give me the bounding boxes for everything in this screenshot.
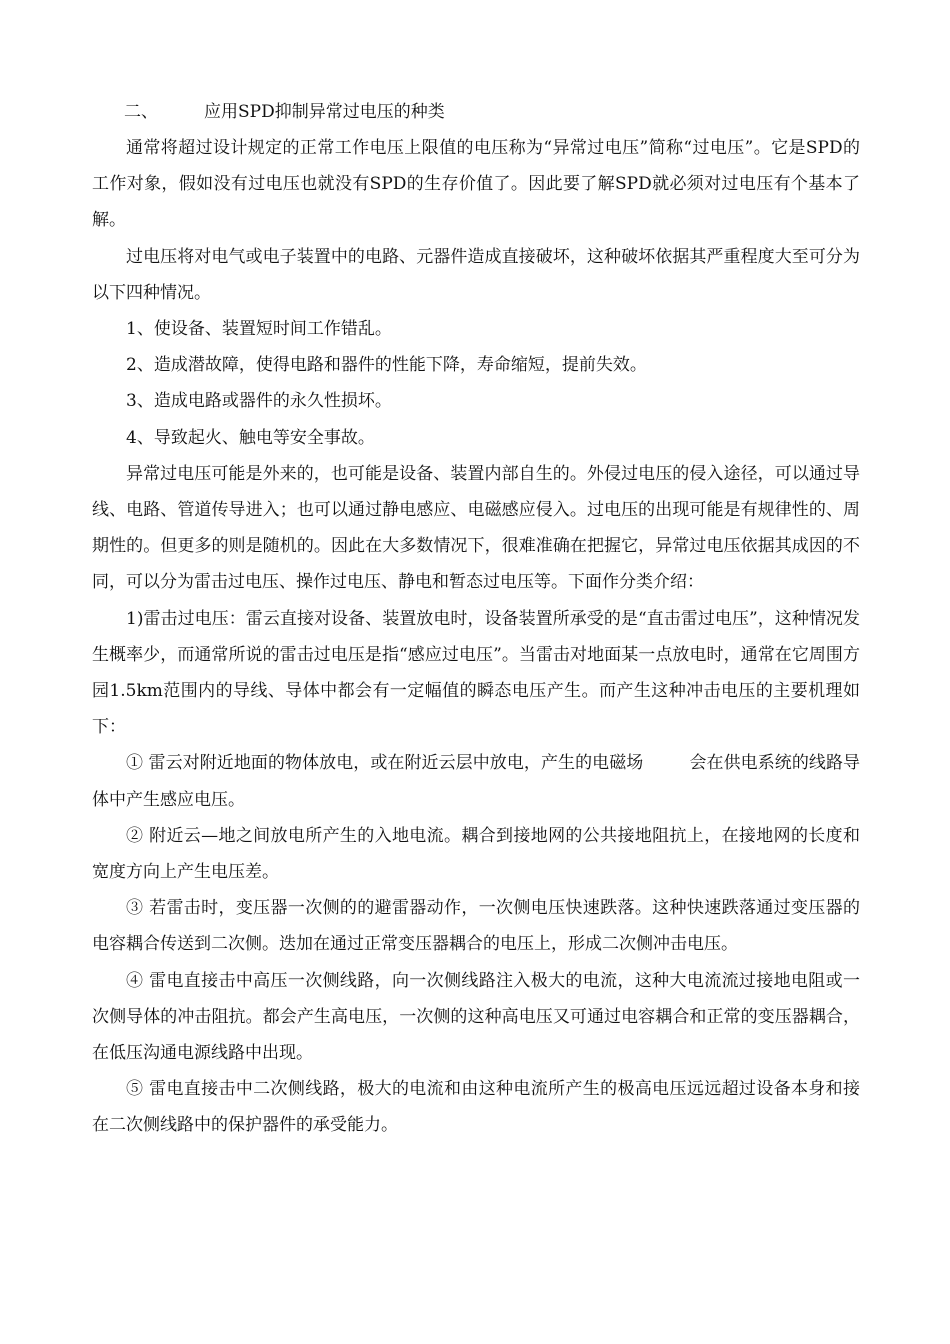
paragraph-lightning: 1)雷击过电压：雷云直接对设备、装置放电时，设备装置所承受的是“直击雷过电压”，这种情况发生概率少，而通常所说的雷击过电压是指“感应过电压”。当雷击对地面某一点放电时，通常在它周围方园1.5km范围内的导线、导体中都会有一定幅值的瞬态电压产生。而产生这种冲击电压的主要机理如下： <box>92 608 860 738</box>
list-item-damage-2: 2、造成潜故障，使得电路和器件的性能下降，寿命缩短，提前失效。 <box>126 355 647 376</box>
section-title: 应用SPD抑制异常过电压的种类 <box>204 102 445 122</box>
mechanism-item-1-part-1: ① 雷云对附近地面的物体放电，或在附近云层中放电，产生的电磁场 <box>126 753 644 774</box>
section-number: 二、 <box>124 102 158 122</box>
mechanism-item-3: ③ 若雷击时，变压器一次侧的的避雷器动作，一次侧电压快速跌落。这种快速跌落通过变压器的电容耦合传送到二次侧。迭加在通过正常变压器耦合的电压上，形成二次侧冲击电压。 <box>92 898 860 955</box>
paragraph-damage-intro: 过电压将对电气或电子装置中的电路、元器件造成直接破坏，这种破坏依据其严重程度大至可分为以下四种情况。 <box>92 246 860 303</box>
paragraph-sources: 异常过电压可能是外来的，也可能是设备、装置内部自生的。外侵过电压的侵入途径，可以通过导线、电路、管道传导进入；也可以通过静电感应、电磁感应侵入。过电压的出现可能是有规律性的、周期性的。但更多的则是随机的。因此在大多数情况下，很难准确在把握它，异常过电压依据其成因的不同，可以分为雷击过电压、操作过电压、静电和暂态过电压等。下面作分类介绍： <box>92 463 860 593</box>
paragraph-definition: 通常将超过设计规定的正常工作电压上限值的电压称为“异常过电压”简称“过电压”。它是SPD的工作对象，假如没有过电压也就没有SPD的生存价值了。因此要了解SPD就必须对过电压有个基本了解。 <box>92 138 860 231</box>
section-heading <box>92 94 860 130</box>
mechanism-item-4: ④ 雷电直接击中高压一次侧线路，向一次侧线路注入极大的电流，这种大电流流过接地电阻或一次侧导体的冲击阻抗。都会产生高电压，一次侧的这种高电压又可通过电容耦合和正常的变压器耦合，在低压沟通电源线路中出现。 <box>92 970 860 1064</box>
mechanism-item-1 <box>92 745 860 817</box>
list-item-damage-4: 4、导致起火、触电等安全事故。 <box>126 427 375 448</box>
mechanism-item-2: ② 附近云—地之间放电所产生的入地电流。耦合到接地网的公共接地阻抗上，在接地网的长度和宽度方向上产生电压差。 <box>92 825 860 883</box>
document-body <box>92 94 860 1144</box>
mechanism-item-5: ⑤ 雷电直接击中二次侧线路，极大的电流和由这种电流所产生的极高电压远远超过设备本身和接在二次侧线路中的保护器件的承受能力。 <box>92 1079 860 1136</box>
list-item-damage-3: 3、造成电路或器件的永久性损坏。 <box>126 391 392 412</box>
list-item-damage-1: 1、使设备、装置短时间工作错乱。 <box>126 319 392 340</box>
mechanism-item-1-part-2: 会在供电系统的线路导体中产生感应电压。 <box>92 753 861 810</box>
